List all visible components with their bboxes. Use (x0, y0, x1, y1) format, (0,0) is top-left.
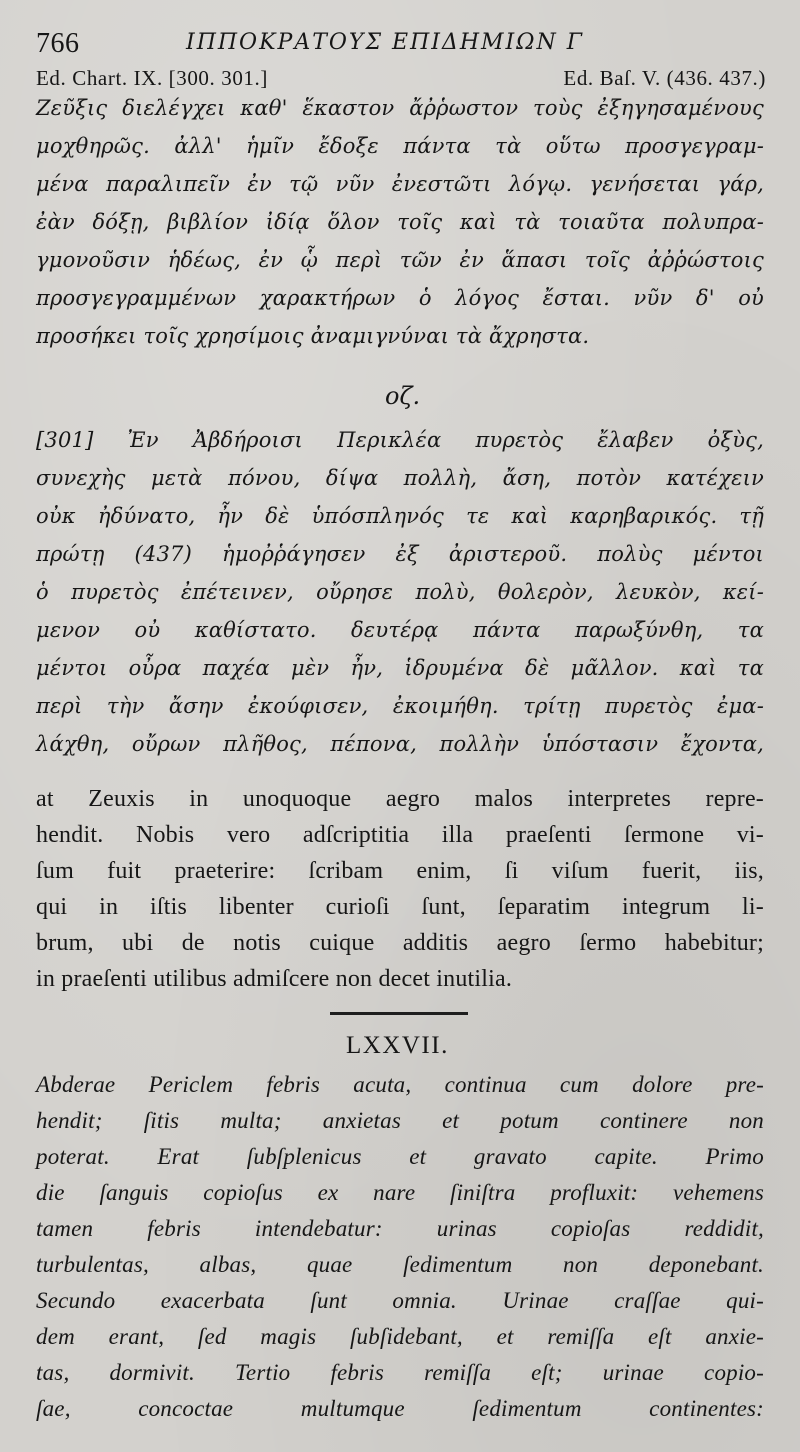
text-line: brum, ubi de notis cuique additis aegro ſermo habebitur; (36, 930, 764, 956)
text-line: Secundo exacerbata ſunt omnia. Urinae craſſae qui- (36, 1288, 764, 1313)
text-line: ἐὰν δόξῃ, βιβλίον ἰδίᾳ ὅλον τοῖς καὶ τὰ τοιαῦτα πολυπρα- (36, 210, 764, 234)
text-line: προσγεγραμμένων χαρακτήρων ὁ λόγος ἔσται. νῦν δ' οὐ (36, 286, 764, 310)
text-line: προσήκει τοῖς χρησίμοις ἀναμιγνύναι τὰ ἄχρηστα. (36, 324, 590, 348)
text-line: qui in iſtis libenter curioſi ſunt, ſeparatim integrum li- (36, 894, 764, 920)
text-line: dem erant, ſed magis ſubſidebant, et remiſſa eſt anxie- (36, 1324, 764, 1349)
text-line: turbulentas, albas, quae ſedimentum non deponebant. (36, 1252, 764, 1277)
text-line: ſum fuit praeterire: ſcribam enim, ſi viſum fuerit, iis, (36, 858, 764, 884)
text-line: at Zeuxis in unoquoque aegro malos interpretes repre- (36, 786, 764, 812)
text-line: poterat. Erat ſubſplenicus et gravato capite. Primo (36, 1144, 764, 1169)
text-line: λάχθη, οὔρων πλῆθος, πέπονα, πολλὴν ὑπόστασιν ἔχοντα, (36, 732, 764, 756)
page-number: 766 (36, 28, 80, 59)
text-line: tamen febris intendebatur: urinas copioſas reddidit, (36, 1216, 764, 1241)
text-line: γμονοῦσιν ἡδέως, ἐν ᾧ περὶ τῶν ἐν ἅπασι τοῖς ἀῤῥώστοις (36, 248, 764, 272)
text-line: tas, dormivit. Tertio febris remiſſa eſt; urinae copio- (36, 1360, 764, 1385)
text-line: μοχθηρῶς. ἀλλ' ἡμῖν ἔδοξε πάντα τὰ οὕτω προσγεγραμ- (36, 134, 764, 158)
latin-section-heading: LXXVII. (346, 1032, 449, 1059)
text-line: Abderae Periclem febris acuta, continua cum dolore pre- (36, 1072, 764, 1097)
section-divider-rule (330, 1012, 468, 1015)
text-line: hendit. Nobis vero adſcriptitia illa praeſenti ſermone vi- (36, 822, 764, 848)
text-line: ὁ πυρετὸς ἐπέτεινεν, οὔρησε πολὺ, θολερὸν, λευκὸν, κεί- (36, 580, 764, 604)
text-line: μενον οὐ καθίστατο. δευτέρᾳ πάντα παρωξύνθη, τα (36, 618, 764, 642)
page-header (36, 20, 776, 60)
text-line: in praeſenti utilibus admiſcere non decet inutilia. (36, 966, 513, 992)
text-line: μένα παραλιπεῖν ἐν τῷ νῦν ἐνεστῶτι λόγῳ. γενήσεται γάρ, (36, 172, 764, 196)
text-line: Ζεῦξις διελέγχει καθ' ἕκαστον ἄῤῥωστον τοὺς ἐξηγησαμένους (36, 96, 764, 120)
edition-basel-ref: Ed. Baſ. V. (436. 437.) (563, 66, 766, 90)
greek-section-heading: οζ. (385, 382, 421, 410)
text-line: οὐκ ἠδύνατο, ἦν δὲ ὑπόσπληνός τε καὶ καρηβαρικός. τῇ (36, 504, 764, 528)
text-line: hendit; ſitis multa; anxietas et potum continere non (36, 1108, 764, 1133)
text-line: περὶ τὴν ἄσην ἐκούφισεν, ἐκοιμήθη. τρίτῃ πυρετὸς ἐμα- (36, 694, 764, 718)
text-line: die ſanguis copioſus ex nare ſiniſtra profluxit: vehemens (36, 1180, 764, 1205)
text-line: συνεχὴς μετὰ πόνου, δίψα πολλὴ, ἄση, ποτὸν κατέχειν (36, 466, 764, 490)
running-head: ΙΠΠΟΚΡΑΤΟΥΣ ΕΠΙΔΗΜΙΩΝ Γ (186, 30, 584, 55)
text-line: μέντοι οὖρα παχέα μὲν ἦν, ἱδρυμένα δὲ μᾶλλον. καὶ τα (36, 656, 764, 680)
text-line: [301] Ἐν Ἀβδήροισι Περικλέα πυρετὸς ἔλαβεν ὀξὺς, (36, 428, 764, 452)
text-line: πρώτῃ (437) ἡμοῤῥάγησεν ἐξ ἀριστεροῦ. πολὺς μέντοι (36, 542, 764, 566)
edition-chartier-ref: Ed. Chart. IX. [300. 301.] (36, 66, 268, 90)
text-line: ſae, concoctae multumque ſedimentum continentes: (36, 1396, 764, 1421)
